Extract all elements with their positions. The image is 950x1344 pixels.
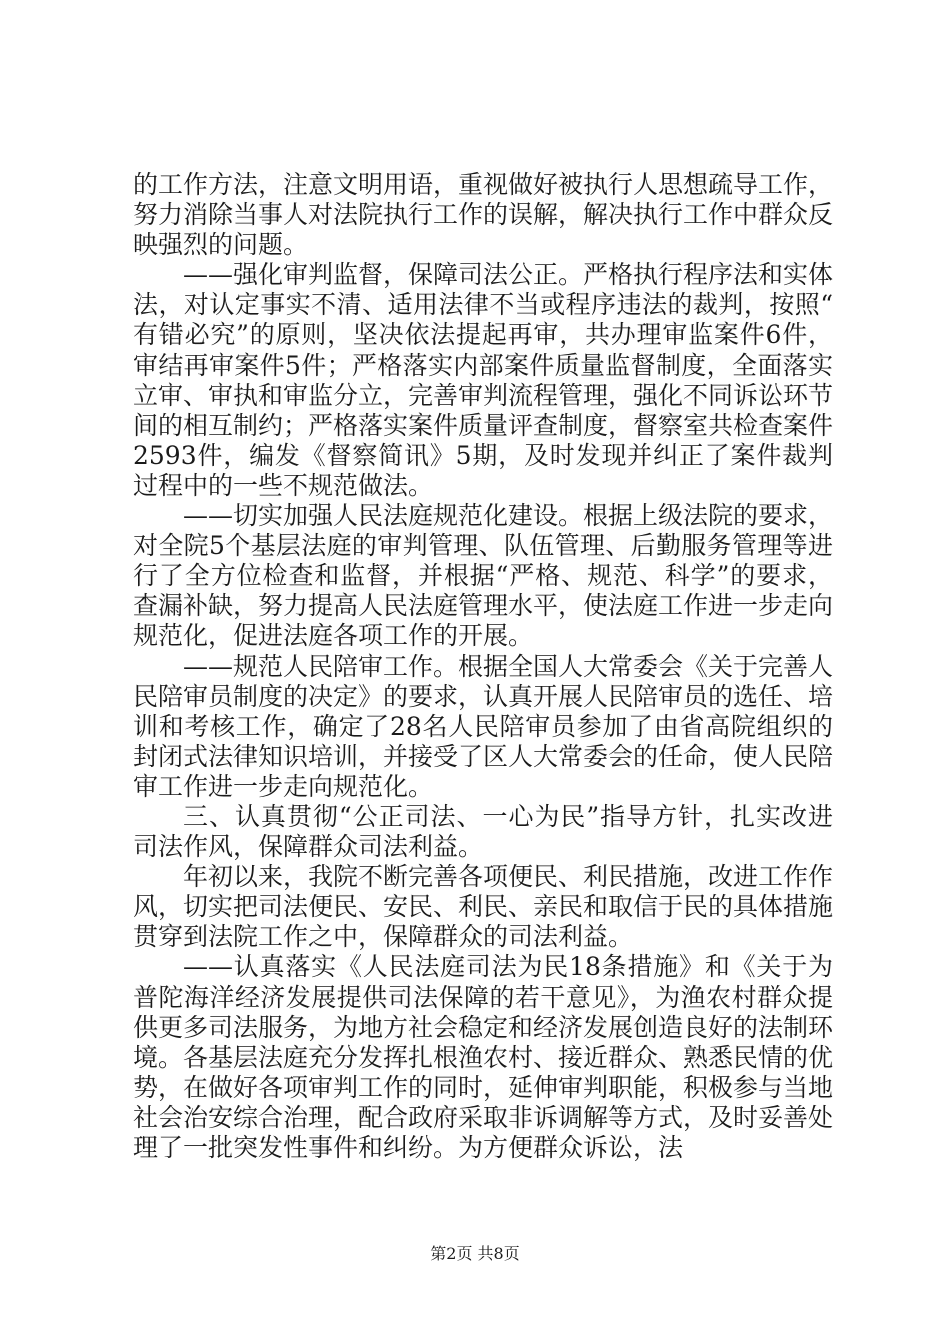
paragraph-7: ——认真落实《人民法庭司法为民18条措施》和《关于为普陀海洋经济发展提供司法保障的若干意见》，为渔农村群众提供更多司法服务，为地方社会稳定和经济发展创造良好的法制环境。各基层法庭充分发挥扎根渔农村、接近群众、熟悉民情的优势，在做好各项审判工作的同时，延伸审判职能，积极参与当地社会治安综合治理，配合政府采取非诉调解等方式，及时妥善处理了一批突发性事件和纠纷。为方便群众诉讼，法 (133, 952, 834, 1162)
page-footer: 第2页 共8页 (430, 1244, 520, 1263)
paragraph-6: 年初以来，我院不断完善各项便民、利民措施，改进工作作风，切实把司法便民、安民、利民、亲民和取信于民的具体措施贯穿到法院工作之中，保障群众的司法利益。 (133, 862, 834, 952)
paragraph-3: ——切实加强人民法庭规范化建设。根据上级法院的要求，对全院5个基层法庭的审判管理、队伍管理、后勤服务管理等进行了全方位检查和监督，并根据“严格、规范、科学”的要求，查漏补缺，努力提高人民法庭管理水平，使法庭工作进一步走向规范化，促进法庭各项工作的开展。 (133, 501, 834, 651)
document-body (133, 170, 833, 1163)
paragraph-4: ——规范人民陪审工作。根据全国人大常委会《关于完善人民陪审员制度的决定》的要求，认真开展人民陪审员的选任、培训和考核工作，确定了28名人民陪审员参加了由省高院组织的封闭式法律知识培训，并接受了区人大常委会的任命，使人民陪审工作进一步走向规范化。 (133, 651, 834, 801)
paragraph-1: 的工作方法，注意文明用语，重视做好被执行人思想疏导工作，努力消除当事人对法院执行工作的误解，解决执行工作中群众反映强烈的问题。 (133, 170, 834, 260)
paragraph-2: ——强化审判监督，保障司法公正。严格执行程序法和实体法，对认定事实不清、适用法律不当或程序违法的裁判，按照“有错必究”的原则，坚决依法提起再审，共办理审监案件6件，审结再审案件5件；严格落实内部案件质量监督制度，全面落实立审、审执和审监分立，完善审判流程管理，强化不同诉讼环节间的相互制约；严格落实案件质量评查制度，督察室共检查案件2593件，编发《督察简讯》5期，及时发现并纠正了案件裁判过程中的一些不规范做法。 (133, 260, 834, 500)
paragraph-5-section-heading: 三、认真贯彻“公正司法、一心为民”指导方针，扎实改进司法作风，保障群众司法利益。 (133, 801, 833, 862)
